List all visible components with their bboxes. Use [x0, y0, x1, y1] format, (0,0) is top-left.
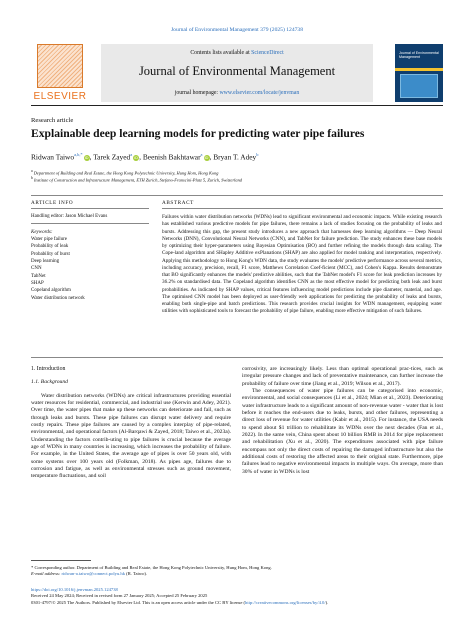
- article-history: Received 24 May 2024; Received in revised form 27 January 2025; Accepted 25 February 2025: [31, 593, 208, 599]
- doi-link[interactable]: https://doi.org/10.1016/j.jenvman.2025.124738: [31, 587, 118, 592]
- body-paragraph: corrosivity, are increasingly likely. Less than optimal operational prac-tices, such as irregular pressure changes and lack of preventative maintenance, can further increase the probability of failure over time (Jiang et al., 2019; Wilson et al., 2017).: [242, 366, 443, 387]
- abstract-divider: [162, 208, 443, 209]
- info-divider: [31, 223, 149, 224]
- keywords-label: Keywords:: [31, 229, 53, 235]
- homepage-link[interactable]: www.elsevier.com/locate/jenvman: [219, 90, 300, 96]
- affiliation: [31, 169, 443, 175]
- body-column-right: [242, 366, 443, 476]
- author-name[interactable]: Ridwan Taiwo: [31, 152, 75, 162]
- header-divider: [31, 105, 443, 106]
- author-name[interactable]: Beenish Bakhtawar: [142, 152, 201, 162]
- article-title: Explainable deep learning models for predicting water pipe failures: [31, 127, 365, 140]
- author-list: Ridwan Taiwo$^{a,b,*}$iD, Tarek Zayed$^a$iD, Beenish Bakhtawar$^a$iD, Bryan T. Adey$^b$: [31, 152, 259, 162]
- corresponding-author-note: * Corresponding author. Department of Building and Real Estate, the Hong Kong Polytechnic University, Hung Hom, Hong Kong.: [31, 565, 272, 570]
- footnotes: [31, 565, 443, 578]
- keyword: Copeland algorithm: [31, 288, 71, 294]
- author-affiliation-marker[interactable]: a,b,*: [74, 152, 83, 157]
- body-paragraph: Water distribution networks (WDNs) are critical infrastructures providing essential water resources for residential, commercial, and industrial use (Kerwin and Adey, 2021). Over time, the water pipes that make up these networks can deteriorate and fail, such as through leaks and bursts. These pipe failures can disrupt water delivery and require costly repairs. These pipe failures are caused by a complex interplay of pipe-related, environmental, and operational factors (Al-Barqawi & Zayed, 2018; Taiwo et al., 2023a). Understanding the factors contrib-uting to pipe failures is crucial because the average age of WDNs in many countries is increasing, which increases the probability of failure. For example, in the United States, the average age of pipes is over 50 years old, with some systems over 100 years old (Folkman, 2018). As pipes age, failures due to corrosion and fatigue, as well as environmental stresses such as ground movement, temperature fluctuations, and soil: [31, 392, 231, 480]
- orcid-icon[interactable]: iD: [204, 154, 209, 160]
- keyword: Probability of leak: [31, 244, 69, 250]
- author-name[interactable]: Bryan T. Adey: [213, 152, 257, 162]
- keyword: CNN: [31, 266, 42, 272]
- journal-reference[interactable]: Journal of Environmental Management 379 (2025) 124738: [170, 27, 304, 33]
- body-column-left: [31, 366, 231, 481]
- elsevier-logo[interactable]: [31, 44, 89, 102]
- abstract-heading: ABSTRACT: [162, 200, 194, 206]
- publication-info: [31, 587, 443, 606]
- journal-cover-thumbnail[interactable]: [395, 44, 443, 102]
- keyword: SHAP: [31, 280, 44, 286]
- keyword: Probability of burst: [31, 251, 70, 257]
- footnote-divider: [31, 560, 91, 561]
- copyright-text: 0301-4797/© 2025 The Authors. Published by Elsevier Ltd. This is an open access article under the CC BY license (: [31, 599, 246, 605]
- article-type: Research article: [31, 117, 74, 124]
- affiliation-marker: b: [31, 176, 33, 180]
- abstract-end-divider: [31, 357, 443, 358]
- abstract-text: Failures within water distribution networks (WDNs) lead to significant environmental and economic impacts. While existing research has established various predictive models for pipe failures, there remains a lack of studies focusing on the probability of leaks and bursts. Addressing this gap, the present study introduces a new approach that harnesses deep learning algorithms — Deep Neural Networks (DNN), Convolutional Neural Networks (CNN), and TabNet for failure prediction. The study enhances these base models by optimizing their hyper-parameters using Bayesian Optimisation (BO) and further refining the models through data scaling. The Cope-land algorithm and SHapley Additive exPlanations (SHAP) are also applied for model ranking and interpretation, respectively. Applying this methodology to Hong Kong's WDN data, the study evaluates the models' predictive performance across several metrics, including accuracy, precision, recall, F1 score, Matthews Correlation Coef-ficient (MCC), and Cohen's Kappa. Results demonstrate that BO significantly enhances the models' predictive abilities, such that the TabNet model's F1 score for leak prediction increases by 36.2% on standardised data. The Copeland algorithm identifies CNN as the most effective model for predicting both leak and burst probabilities. As indicated by SHAP values, critical features influencing model predictions include pipe diameter, material, and age. The optimised CNN model has been deployed as user-friendly web applications for predicting the probability of leaks and bursts, enabling both single-pipe and batch predictions. This research provides crucial insights for WDN management, equipping water utilities with sophisticated tools to forecast the probability of pipe failure, enabling more effective mitigation of such failures.: [162, 214, 442, 315]
- keyword: Deep learning: [31, 259, 60, 265]
- article-info-heading: ARTICLE INFO: [31, 200, 74, 206]
- orcid-icon[interactable]: iD: [84, 154, 89, 160]
- section-heading: 1. Introduction: [31, 366, 66, 372]
- email-label: E-mail address:: [31, 571, 61, 577]
- email-note: [31, 571, 443, 577]
- journal-banner: [101, 44, 373, 102]
- publisher-wordmark: ELSEVIER: [33, 91, 87, 102]
- handling-editor: Handling editor: Jason Michael Evans: [31, 214, 108, 219]
- keyword: Water pipe failure: [31, 237, 67, 243]
- author-affiliation-marker[interactable]: a: [130, 152, 133, 157]
- affiliation-text: Department of Building and Real Estate, the Hong Kong Polytechnic University, Hung Hom, Hong Kong: [33, 170, 219, 176]
- article-info-panel: [31, 213, 121, 302]
- homepage-line: [101, 90, 373, 96]
- cover-image: [400, 74, 438, 98]
- affiliation-text: Institute of Construction and Infrastructure Management, ETH Zurich, Stefano-Franscini-Platz 5, Zurich, Switzerland: [33, 177, 242, 183]
- subsection-heading: 1.1. Background: [31, 379, 68, 386]
- sciencedirect-link[interactable]: ScienceDirect: [251, 50, 284, 56]
- contents-prefix: Contents lists available at: [190, 50, 252, 56]
- keyword: Water distribution network: [31, 295, 85, 301]
- keyword: TabNet: [31, 273, 46, 279]
- affiliation-marker: a: [31, 169, 33, 173]
- author-affiliation-marker[interactable]: b: [256, 152, 259, 157]
- cover-title: Journal of Environmental Management: [399, 51, 439, 59]
- homepage-prefix: journal homepage:: [174, 90, 220, 96]
- journal-masthead: [31, 44, 443, 102]
- section-divider: [31, 195, 443, 196]
- cover-band: [395, 68, 443, 71]
- email-suffix: (R. Taiwo).: [125, 571, 148, 577]
- copyright-suffix: ).: [325, 599, 329, 605]
- author-affiliation-marker[interactable]: a: [200, 152, 203, 157]
- orcid-icon[interactable]: iD: [134, 154, 139, 160]
- copyright-line: [31, 600, 443, 606]
- author-name[interactable]: Tarek Zayed: [93, 152, 131, 162]
- journal-name: Journal of Environmental Management: [138, 64, 336, 78]
- contents-line: [101, 50, 373, 56]
- tree-icon: [37, 44, 83, 88]
- body-paragraph: The consequences of water pipe failures can be categorised into economic, environmental, and social consequences (Li et al., 2024; Mian et al., 2023). Deteriorating water infrastructure leads to a significant amount of non-revenue water - water that is lost before it reaches the end-users due to leaks, bursts, and other failures, representing a direct loss of revenue for water utilities (Kabir et al., 2015). For instance, the USA needs to spend about $1 trillion to rehabilitate its WDNs over the next decades (Fan et al., 2022). In the same vein, China spent about 10 billion RMB in 2014 for pipe replacement and rehabilitation (Xu et al., 2020). The expenditures associated with pipe failure encompass not only the direct costs of repairing the damaged infrastructure but also the additional costs of restoring the affected areas to their original state. Furthermore, pipe failures lead to negative environmental impacts in multiple ways. On average, more than 30% of water in WDNs is lost: [242, 388, 443, 475]
- affiliation: [31, 176, 443, 182]
- license-link[interactable]: http://creativecommons.org/licenses/by/4.0/: [245, 599, 326, 605]
- article-info-divider: [31, 208, 149, 209]
- email-link[interactable]: ridwan-a.taiwo@connect.polyu.hk: [61, 571, 126, 577]
